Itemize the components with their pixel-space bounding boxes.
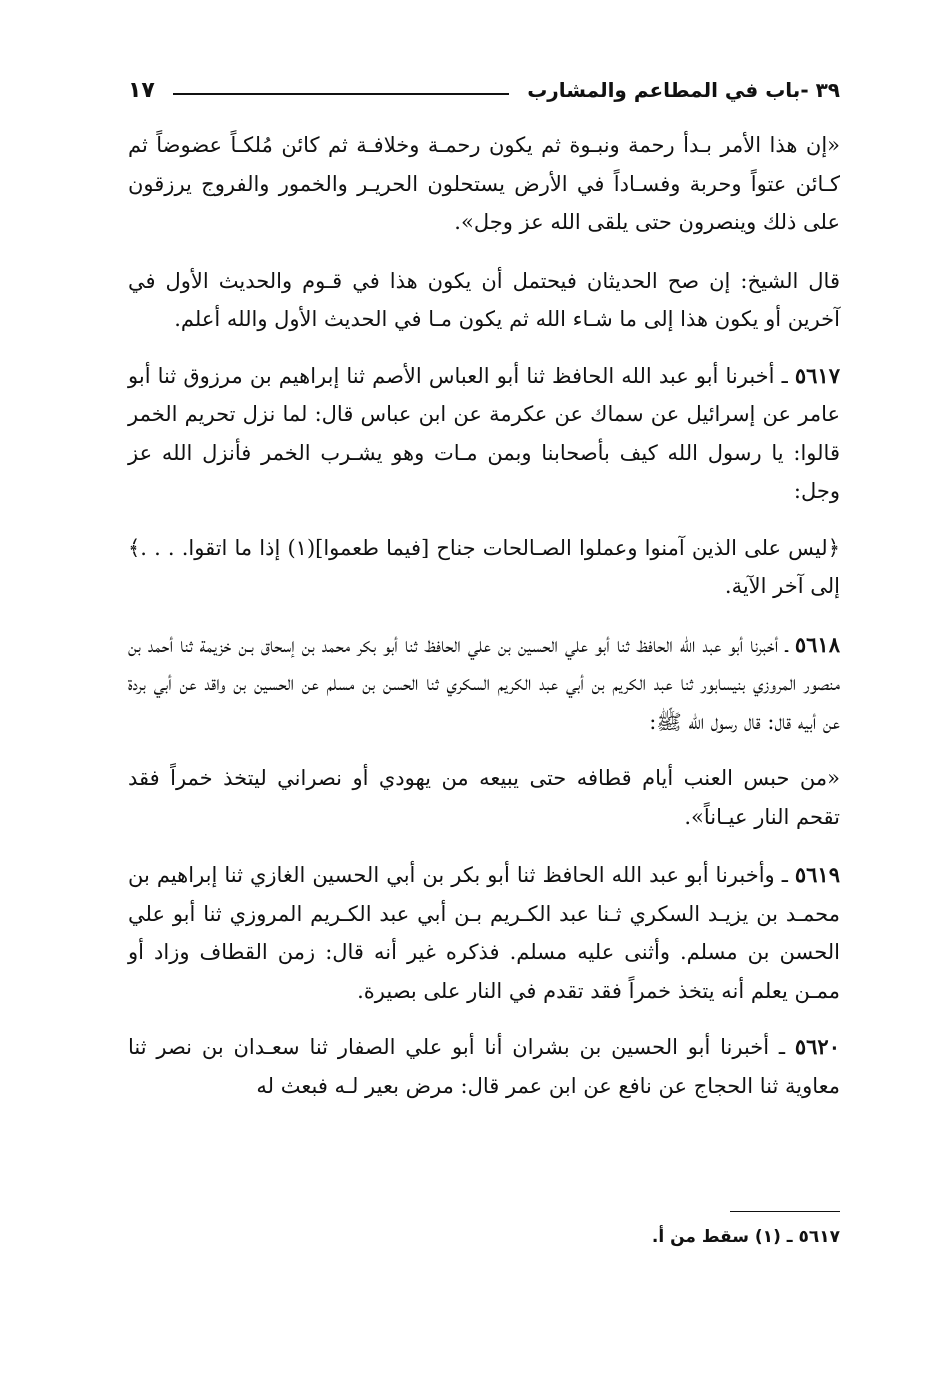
footnote: ٥٦١٧ ـ (١) سقط من أ.	[651, 1227, 840, 1247]
header-rule	[173, 93, 509, 95]
hadith-5620-paragraph	[128, 1028, 840, 1105]
page-header	[128, 70, 840, 110]
quran-verse-paragraph	[128, 529, 840, 606]
paragraph-text: ـ أخبرنا أبو عبد الله الحافظ ثنا أبو العباس الأصم ثنا إبراهيم بن مرزوق ثنا أبو عامر عن إسرائيل عن سماك عن عكرمة عن ابن عباس قال: لما نزل تحريم الخمر قالوا: يا رسول الله كيف بأصحابنا وبمن مـات وهو يشـرب الخمر فأنزل الله عز وجل:	[128, 363, 840, 503]
hadith-5618-paragraph	[128, 626, 840, 742]
paragraph-text: ـ أخبرنا أبو عبد الله الحافظ ثنا أبو علي الحسين بن علي الحافظ ثنا أبو بكر محمد بن إسحاق بـن خزيمة ثنا أحمد بن منصور المروزي بنيسابور ثنا عبد الكريم بن أبي عبد الكريم السكري ثنا الحسن بن مسلم عن الحسين بن واقد عن أبي بردة عن أبيه قال: قال رسول الله ﷺ:	[128, 632, 840, 734]
paragraph-text: ـ أخبرنا أبو الحسين بن بشران أنا أبو علي الصفار ثنا سعـدان بن نصر ثنا معاوية ثنا الحجاج عن نافع عن ابن عمر قال: مرض بعير لـه فبعث له	[128, 1035, 840, 1098]
hadith-number: ٥٦١٨	[794, 631, 840, 657]
hadith-number: ٥٦١٩	[794, 862, 840, 887]
hadith-quote-paragraph	[128, 126, 840, 242]
paragraph-text: ﴿ليس على الذين آمنوا وعملوا الصـالحات جناح [فيما طعموا](١) إذا ما اتقوا. . . .﴾ إلى آخر الآية.	[128, 535, 840, 598]
hadith-5619-paragraph	[128, 856, 840, 1010]
hadith-5617-paragraph	[128, 357, 840, 511]
page-number: ١٧	[128, 77, 155, 103]
hadith-quote-paragraph	[128, 759, 840, 836]
hadith-number: ٥٦١٧	[794, 362, 840, 388]
footnote-divider	[730, 1211, 840, 1212]
paragraph-text: «إن هذا الأمر بـدأ رحمة ونبـوة ثم يكون رحمـة وخلافـة ثم كائن مُلكـاً عضوضاً ثم كـائن عتواً وحربة وفسـاداً في الأرض يستحلون الحريـر والخمور والفروج يرزقون على ذلك وينصرون حتى يلقى الله عز وجل».	[128, 133, 840, 234]
paragraph-text: قال الشيخ: إن صح الحديثان فيحتمل أن يكون هذا في قـوم والحديث الأول في آخرين أو يكون هذا إلى ما شـاء الله ثم يكون مـا في الحديث الأول والله أعلم.	[128, 268, 840, 331]
paragraph-text: «من حبس العنب أيام قطافه حتى يبيعه من يهودي أو نصراني ليتخذ خمراً فقد تقحم النار عيـاناً».	[128, 766, 840, 829]
chapter-title: ٣٩ -باب في المطاعم والمشارب	[527, 78, 840, 102]
paragraph-text: ـ وأخبرنا أبو عبد الله الحافظ ثنا أبو بكر بن أبي الحسين الغازي ثنا إبراهيم بن محمـد بن يزيـد السكري ثـنا عبد الكـريم بـن أبي عبد الكـريم المروزي ثنا أبو علي الحسن بن مسلم. وأثنى عليه مسلم. فذكره غير أنه قال: زمن القطاف وزاد أو ممـن يعلم أنه يتخذ خمراً فقد تقدم في النار على بصيرة.	[128, 863, 840, 1003]
hadith-number: ٥٦٢٠	[794, 1034, 840, 1059]
page-body	[128, 126, 840, 1123]
commentary-paragraph	[128, 262, 840, 339]
